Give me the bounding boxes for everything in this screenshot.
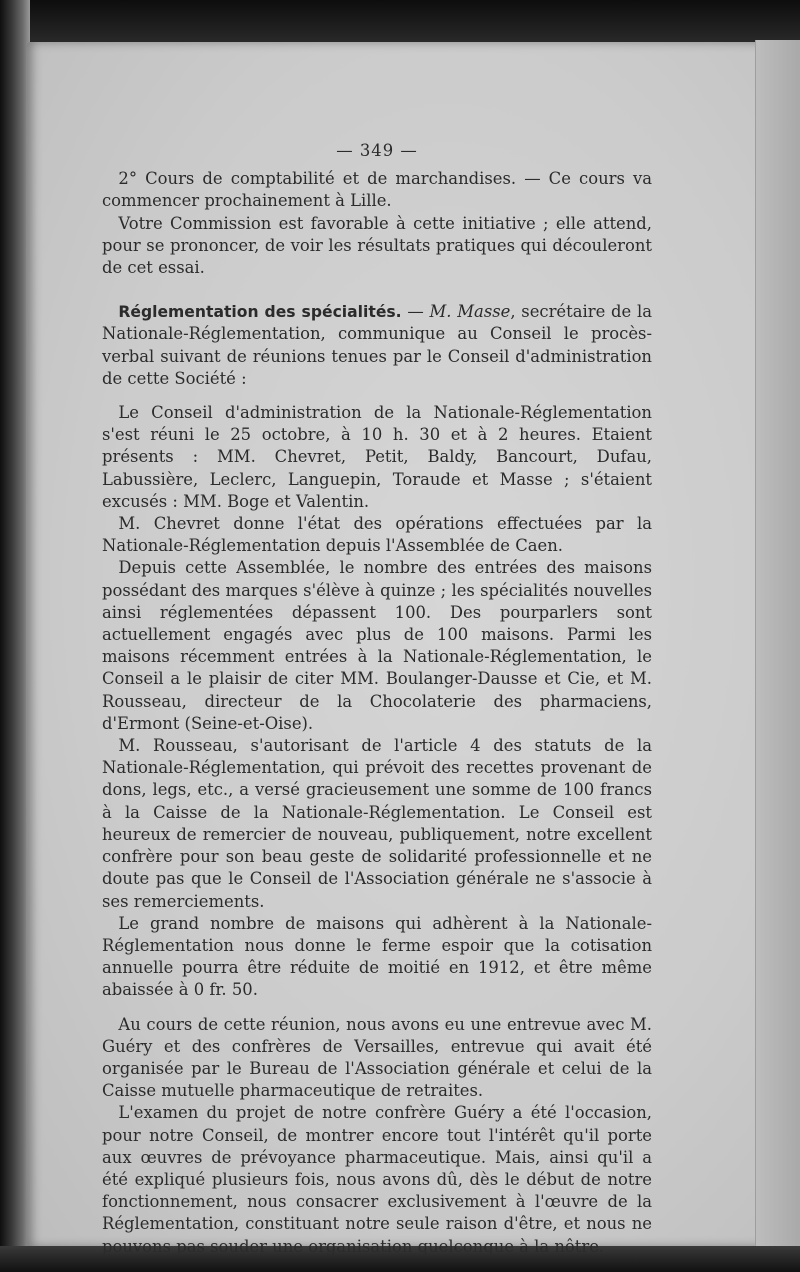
section-spacer <box>102 279 652 301</box>
page-text-block <box>102 140 652 1258</box>
page-fore-edge <box>755 40 800 1250</box>
minutes-paragraph-3: Depuis cette Assemblée, le nombre des entrées des maisons possédant des marques s'élève à quinze ; les spécialités nouvelles ainsi réglementées dépassent 100. Des pourparlers sont actuellement engagés avec plus de 100 maisons. Parmi les maisons récemment entrées à la Nationale-Réglementation, le Conseil a le plaisir de citer MM. Boulanger-Dausse et Cie, et M. Rousseau, directeur de la Chocolaterie des pharmaciens, d'Ermont (Seine-et-Oise). <box>102 558 652 733</box>
minutes-paragraph-2: M. Chevret donne l'état des opérations effectuées par la Nationale-Réglementation depuis l'Assemblée de Caen. <box>102 514 652 556</box>
closing-spacer <box>102 1002 652 1014</box>
closing-paragraph-2: L'examen du projet de notre confrère Guéry a été l'occasion, pour notre Conseil, de montrer encore tout l'intérêt qu'il porte aux œuvres de prévoyance pharmaceutique. Mais, ainsi qu'il a été expliqué plusieurs fois, nous avons dû, dès le début de notre fonctionnement, nous consacrer exclusivement à l'œuvre de la Réglementation, constituant notre seule raison d'être, et nous ne pouvons pas souder une organisation quelconque à la nôtre. <box>102 1103 652 1256</box>
scan-top-edge <box>0 0 800 44</box>
page-number: — 349 — <box>336 141 418 160</box>
section-heading: Réglementation des spécialités. <box>118 303 402 322</box>
intro-paragraph-2: Votre Commission est favorable à cette initiative ; elle attend, pour se prononcer, de voir les résultats pratiques qui découleront de cet essai. <box>102 213 652 278</box>
closing-paragraph-1: Au cours de cette réunion, nous avons eu une entrevue avec M. Guéry et des confrères de Versailles, entrevue qui avait été organisée par le Bureau de l'Association générale et celui de la Caisse mutuelle pharmaceutique de retraites. <box>102 1014 652 1101</box>
minutes-paragraph-4: M. Rousseau, s'autorisant de l'article 4 des statuts de la Nationale-Réglementation, qui prévoit des recettes provenant de dons, legs, etc., a versé gracieusement une somme de 100 francs à la Caisse de la Nationale-Réglementation. Le Conseil est heureux de remercier de nouveau, publiquement, notre excellent confrère pour son beau geste de solidarité professionnelle et ne doute pas que le Conseil de l'Association générale ne s'associe à ses remerciements. <box>102 736 652 911</box>
minutes-paragraph-1: Le Conseil d'administration de la Nationale-Réglementation s'est réuni le 25 octobre, à 10 h. 30 et à 2 heures. Etaient présents : MM. Chevret, Petit, Baldy, Bancourt, Dufau, Labussière, Leclerc, Languepin, Toraude et Masse ; s'étaient excusés : MM. Boge et Valentin. <box>102 403 652 511</box>
minutes-paragraph-5: Le grand nombre de maisons qui adhèrent à la Nationale-Réglementation nous donne le ferme espoir que la cotisation annuelle pourra être réduite de moitié en 1912, et être même abaissée à 0 fr. 50. <box>102 913 652 1000</box>
section-lead-text: , secrétaire de la Nationale-Réglementation, communique au Conseil le procès-verbal suivant de réunions tenues par le Conseil d'administration de cette Société : <box>102 302 652 388</box>
section-person-name: M. Masse <box>429 302 511 322</box>
section-lead-dash: — <box>401 302 430 322</box>
intro-paragraph-1: 2° Cours de comptabilité et de marchandises. — Ce cours va commencer prochainement à Lille. <box>102 169 652 211</box>
section-lead-paragraph <box>102 301 652 390</box>
minutes-spacer <box>102 390 652 402</box>
